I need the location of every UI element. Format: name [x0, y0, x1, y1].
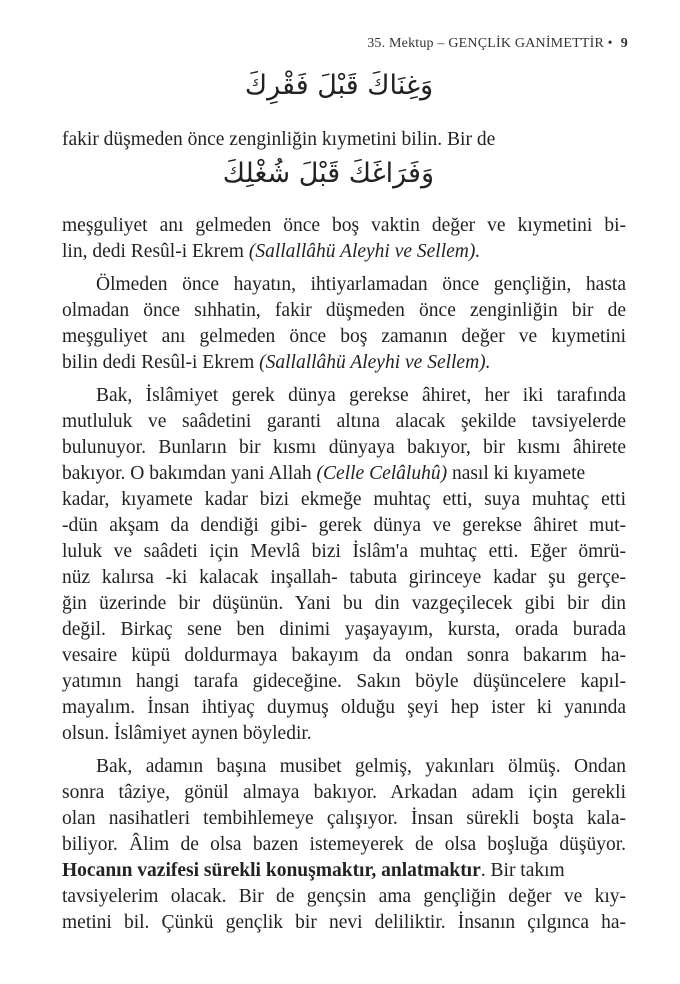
text-line: mayalım. İnsan ihtiyaç duymuş olduğu şeyi hep ister ki yanında — [62, 697, 626, 718]
text-line — [62, 239, 626, 265]
text-line: olan nasihatleri tembihlemeye çalışıyor. İnsan sürekli boşta kala- — [62, 808, 626, 829]
text-run: bakıyor. O bakımdan yani Allah — [62, 463, 317, 484]
text-run: lin, dedi Resûl-i Ekrem — [62, 241, 249, 262]
honorific-italic: (Celle Celâluhû) — [316, 463, 448, 484]
text-line: olmadan önce sıhhatin, fakir düşmeden önce zenginliğin bir de — [62, 300, 626, 321]
text-run: nasıl ki kıyamete — [447, 463, 586, 484]
text-line: nüz kalırsa -ki kalacak inşallah- tabuta girinceye kadar şu gerçe- — [62, 567, 626, 588]
text-line: tavsiyelerim olacak. Bir de gençsin ama gençliğin değer ve kıy- — [62, 886, 626, 907]
text-line: meşguliyet anı gelmeden önce boş vaktin değer ve kıymetini bi- — [62, 215, 626, 236]
text-line: luluk ve saâdeti için Mevlâ bizi İslâm'a muhtaç etti. Eğer ömrü- — [62, 541, 626, 562]
honorific-italic: (Sallallâhü Aleyhi ve Sellem). — [248, 241, 481, 262]
running-header — [367, 36, 628, 52]
running-title: 35. Mektup – GENÇLİK GANİMETTİR • — [367, 36, 613, 51]
page-number: 9 — [620, 36, 628, 51]
paragraph-first-line: Bak, İslâmiyet gerek dünya gerekse âhiret, her iki tarafında — [96, 385, 626, 406]
text-line: bulunuyor. Bunların bir kısmı dünyaya bakıyor, bir kısmı âhirete — [62, 437, 626, 458]
text-line: yatımın hangi tarafa gideceğine. Sakın böyle düşüncelere kapıl- — [62, 671, 626, 692]
text-line: -dün akşam da dendiği gibi- gerek dünya ve gerekse âhiret mut- — [62, 515, 626, 536]
text-line: olsun. İslâmiyet aynen böyledir. — [62, 723, 312, 744]
text-line: vesaire küpü doldurmaya bakayım da ondan sonra bakarım ha- — [62, 645, 626, 666]
text-line: kadar, kıyamete kadar bizi ekmeğe muhtaç etti, suya muhtaç etti — [62, 489, 626, 510]
text-line: meşguliyet anı gelmeden önce boş zamanın değer ve kıymetini — [62, 326, 626, 347]
paragraph-first-line: Bak, adamın başına musibet gelmiş, yakınları ölmüş. Ondan — [96, 756, 626, 777]
text-line: fakir düşmeden önce zenginliğin kıymetini bilin. Bir de — [62, 129, 496, 150]
text-line: sonra tâziye, gönül almaya bakıyor. Arkadan adam için gerekli — [62, 782, 626, 803]
text-line — [62, 858, 626, 884]
text-line: metini bil. Çünkü gençlik bir nevi deliliktir. İnsanın çılgınca ha- — [62, 912, 626, 933]
text-line — [62, 350, 626, 376]
arabic-verse-2: وَفَرَاغَكَ قَبْلَ شُغْلِكَ — [222, 158, 434, 189]
text-run: bilin dedi Resûl-i Ekrem — [62, 352, 260, 373]
arabic-verse-1: وَغِنَاكَ قَبْلَ فَقْرِكَ — [244, 70, 434, 101]
text-line: değil. Birkaç sene ben dinimi yaşayayım, kursta, orada burada — [62, 619, 626, 640]
text-line: mutluluk ve saâdetini garanti altına alacak şekilde tavsiyelerde — [62, 411, 626, 432]
paragraph-first-line: Ölmeden önce hayatın, ihtiyarlamadan önce gençliğin, hasta — [96, 274, 626, 295]
text-line: ğin üzerinde bir düşünün. Yani bu din vazgeçilecek gibi bir din — [62, 593, 626, 614]
honorific-italic: (Sallallâhü Aleyhi ve Sellem). — [259, 352, 491, 373]
text-line: biliyor. Âlim de olsa bazen istemeyerek de olsa boşluğa düşüyor. — [62, 834, 626, 855]
text-line — [62, 461, 626, 487]
bold-emphasis: Hocanın vazifesi sürekli konuşmaktır, anlatmaktır — [62, 860, 481, 881]
text-run: . Bir takım — [480, 860, 565, 881]
